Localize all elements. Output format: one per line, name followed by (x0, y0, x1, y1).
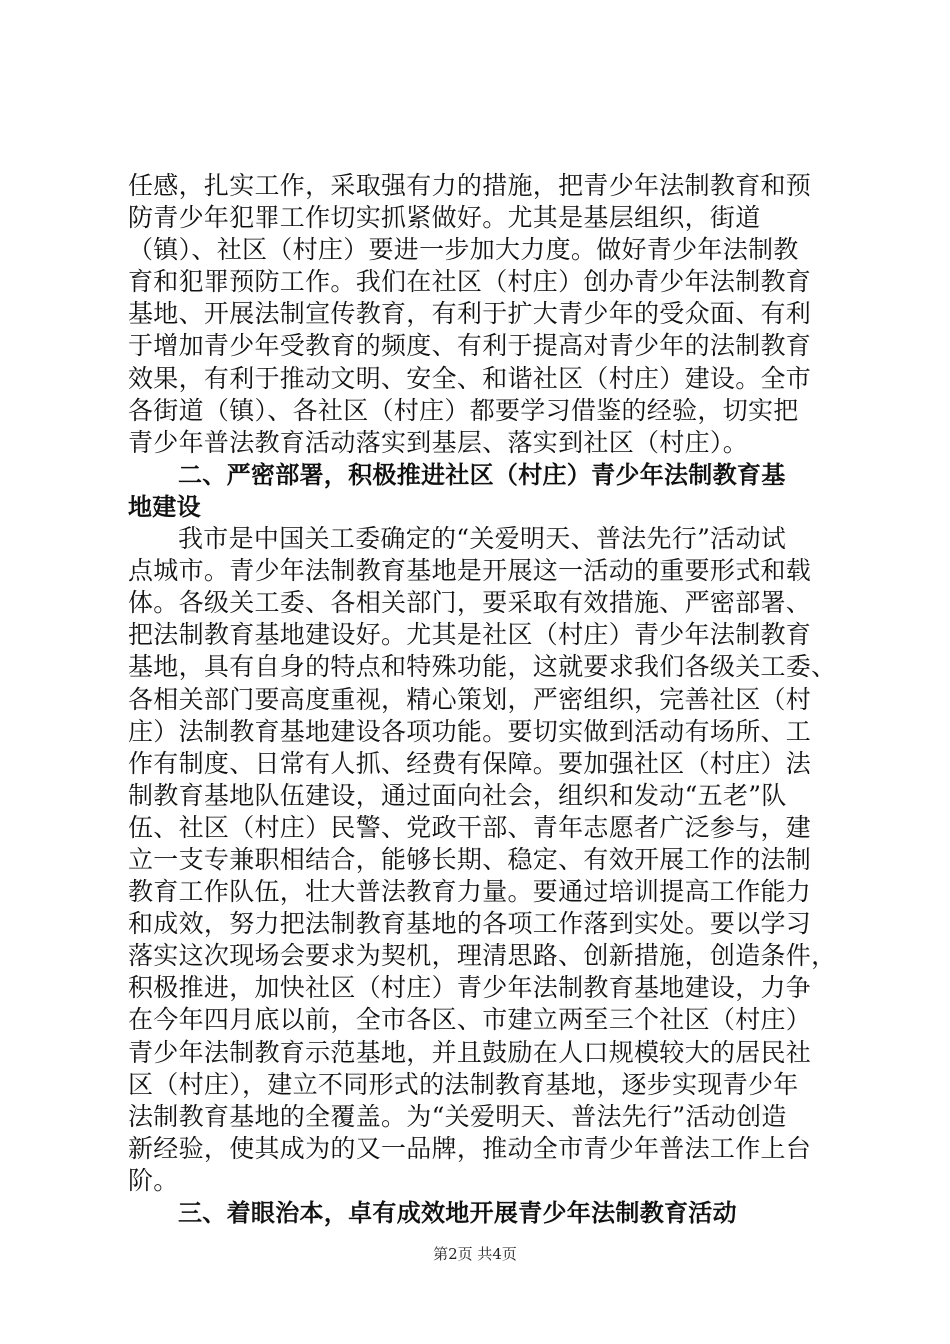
heading-line: 二、严密部署，积极推进社区（村庄）青少年法制教育基 (178, 460, 786, 489)
text-line: 法制教育基地的全覆盖。为“关爱明天、普法先行”活动创造 (128, 1101, 787, 1131)
heading-line: 地建设 (128, 492, 201, 521)
text-line: 基地、开展法制宣传教育，有利于扩大青少年的受众面、有利 (128, 299, 812, 329)
page-number-footer: 第2页 共4页 (433, 1245, 517, 1263)
document-body (128, 170, 837, 1229)
text-line: 作有制度、日常有人抓、经费有保障。要加强社区（村庄）法 (128, 748, 812, 778)
text-line: 基地，具有自身的特点和特殊功能，这就要求我们各级关工委、 (128, 652, 837, 682)
section-heading-2 (128, 459, 828, 523)
text-line: 青少年普法教育活动落实到基层、落实到社区（村庄）。 (128, 427, 749, 457)
text-line: 点城市。青少年法制教育基地是开展这一活动的重要形式和载 (128, 556, 812, 586)
text-line: 在今年四月底以前，全市各区、市建立两至三个社区（村庄） (128, 1005, 812, 1035)
text-line: 制教育基地队伍建设，通过面向社会，组织和发动“五老”队 (128, 780, 787, 810)
text-line: 体。各级关工委、各相关部门，要采取有效措施、严密部署、 (128, 588, 812, 618)
text-line: 育和犯罪预防工作。我们在社区（村庄）创办青少年法制教育 (128, 267, 812, 297)
text-line: 教育工作队伍，壮大普法教育力量。要通过培训提高工作能力 (128, 877, 812, 907)
text-line: 青少年法制教育示范基地，并且鼓励在人口规模较大的居民社 (128, 1037, 812, 1067)
text-line: 积极推进，加快社区（村庄）青少年法制教育基地建设，力争 (128, 973, 812, 1003)
text-line: （镇）、社区（村庄）要进一步加大力度。做好青少年法制教 (128, 235, 799, 265)
text-line: 伍、社区（村庄）民警、党政干部、青年志愿者广泛参与，建 (128, 812, 812, 842)
text-line: 任感，扎实工作，采取强有力的措施，把青少年法制教育和预 (128, 171, 812, 200)
text-line: 阶。 (128, 1165, 179, 1195)
text-line: 效果，有利于推动文明、安全、和谐社区（村庄）建设。全市 (128, 363, 812, 393)
paragraph-2 (128, 523, 837, 1197)
text-line: 立一支专兼职相结合，能够长期、稳定、有效开展工作的法制 (128, 844, 812, 874)
text-line: 落实这次现场会要求为契机，理清思路、创新措施，创造条件， (128, 941, 837, 971)
text-line: 各相关部门要高度重视，精心策划，严密组织，完善社区（村 (128, 684, 812, 714)
text-line: 各街道（镇）、各社区（村庄）都要学习借鉴的经验，切实把 (128, 395, 799, 425)
text-line: 和成效，努力把法制教育基地的各项工作落到实处。要以学习 (128, 909, 812, 939)
text-line: 于增加青少年受教育的频度、有利于提高对青少年的法制教育 (128, 331, 812, 361)
text-line: 我市是中国关工委确定的“关爱明天、普法先行”活动试 (178, 524, 787, 554)
text-line: 把法制教育基地建设好。尤其是社区（村庄）青少年法制教育 (128, 620, 812, 650)
text-line: 防青少年犯罪工作切实抓紧做好。尤其是基层组织，街道 (128, 203, 761, 233)
text-line: 新经验，使其成为的又一品牌，推动全市青少年普法工作上台 (128, 1133, 812, 1163)
section-heading-3 (128, 1197, 828, 1229)
text-line: 庄）法制教育基地建设各项功能。要切实做到活动有场所、工 (128, 716, 812, 746)
heading-line: 三、着眼治本，卓有成效地开展青少年法制教育活动 (178, 1199, 737, 1227)
paragraph-1 (128, 170, 828, 459)
text-line: 区（村庄），建立不同形式的法制教育基地，逐步实现青少年 (128, 1069, 799, 1099)
